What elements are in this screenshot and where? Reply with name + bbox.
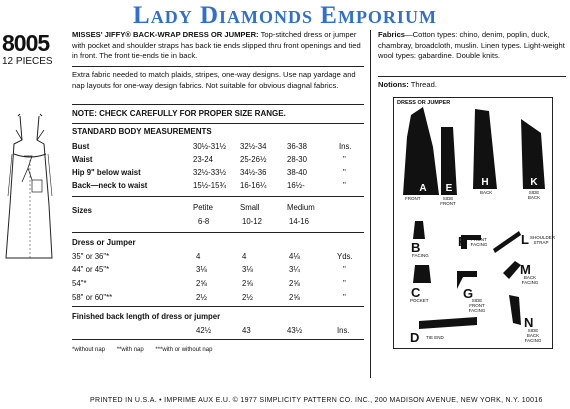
measure-value: 36-38 bbox=[287, 142, 307, 151]
piece-label: SIDE BACK FACING bbox=[524, 328, 542, 343]
column-divider bbox=[370, 30, 371, 378]
measure-value: 30½-31½ bbox=[193, 142, 226, 151]
fabric-notes: Extra fabric needed to match plaids, stripes, one-way designs. Use nap yardage and nap layouts for one-way design fabrics. Not suitable for obvious diagnal fabrics. bbox=[72, 70, 356, 90]
measure-value: 25-26½ bbox=[240, 155, 267, 164]
notions-label: Notions: bbox=[378, 80, 409, 89]
piece-label: FRONT bbox=[405, 196, 421, 201]
piece-l-shoulder-strap bbox=[493, 231, 521, 253]
footnote: *without nap **with nap ***with or without nap bbox=[72, 347, 213, 353]
size-name: Petite bbox=[193, 203, 213, 212]
piece-letter: H bbox=[481, 177, 489, 188]
measure-label: Waist bbox=[72, 155, 93, 164]
piece-label: SIDE BACK bbox=[527, 190, 541, 200]
piece-label: BACK bbox=[480, 190, 493, 195]
size-check-note: NOTE: CHECK CAREFULLY FOR PROPER SIZE RANGE. bbox=[72, 109, 286, 118]
measure-value: 15½-15¾ bbox=[193, 181, 226, 190]
notions-info bbox=[378, 80, 437, 89]
description-text: Top-stitched dress or jumper with pocket and shoulder straps has back tie ends slipped thru front openings and tied in front. The front tie-ends tie in back. bbox=[72, 30, 361, 61]
yardage-value: 4⅛ bbox=[289, 252, 300, 261]
yardage-label: 58" or 60"** bbox=[72, 293, 113, 302]
measure-value: 28-30 bbox=[287, 155, 307, 164]
divider bbox=[72, 66, 364, 67]
piece-label: POCKET bbox=[410, 298, 429, 303]
measure-unit: " bbox=[343, 155, 346, 164]
measure-label: Back—neck to waist bbox=[72, 181, 148, 190]
piece-n-side-back-facing bbox=[509, 295, 521, 325]
piece-c-pocket bbox=[413, 265, 431, 283]
piece-letter: F bbox=[458, 234, 466, 249]
piece-letter: A bbox=[419, 183, 427, 194]
measure-value: 32½-34 bbox=[240, 142, 267, 151]
yardage-value: 2⅝ bbox=[242, 279, 253, 288]
measure-label: Hip 9" below waist bbox=[72, 168, 141, 177]
fabrics-text: —Cotton types: chino, denim, poplin, duck, chambray, broadcloth, muslin. Linen types. Light-weight wool types: gabardine. Double knits. bbox=[378, 30, 565, 61]
fabrics-info bbox=[378, 30, 566, 62]
piece-label: TIE END bbox=[426, 335, 444, 340]
measure-value: 34½-36 bbox=[240, 168, 267, 177]
finished-value: 43½ bbox=[287, 326, 303, 335]
copyright-footer: PRINTED IN U.S.A. • IMPRIME AUX E.U. © 1977 SIMPLICITY PATTERN CO. INC., 200 MADISON AVENUE, NEW YORK, N.Y. 10016 bbox=[90, 397, 543, 404]
piece-a-front bbox=[403, 107, 439, 195]
piece-label: BACK FACING bbox=[521, 275, 539, 285]
divider bbox=[72, 196, 364, 197]
yardage-value: 2⅝ bbox=[196, 279, 207, 288]
store-banner: Lady Diamonds Emporium bbox=[133, 2, 437, 29]
size-range: 6-8 bbox=[198, 217, 210, 226]
sizes-label: Sizes bbox=[72, 206, 92, 215]
piece-letter: C bbox=[411, 285, 421, 300]
yardage-value: 2½ bbox=[242, 293, 253, 302]
diagram-title: DRESS OR JUMPER bbox=[397, 100, 451, 106]
yardage-unit: " bbox=[343, 293, 346, 302]
piece-label: SIDE FRONT bbox=[440, 196, 456, 206]
description-title: MISSES' JIFFY® BACK-WRAP DRESS OR JUMPER: bbox=[72, 30, 259, 39]
divider bbox=[72, 123, 364, 124]
piece-letter: B bbox=[411, 240, 421, 255]
measurements-heading: STANDARD BODY MEASUREMENTS bbox=[72, 127, 212, 136]
measure-value: 38-40 bbox=[287, 168, 307, 177]
piece-label: FACING bbox=[412, 253, 429, 258]
yardage-heading: Dress or Jumper bbox=[72, 238, 136, 247]
piece-label: SIDE FRONT FACING bbox=[468, 298, 486, 313]
yardage-value: 2⅝ bbox=[289, 279, 300, 288]
yardage-value: 3⅛ bbox=[196, 265, 207, 274]
size-range: 14-16 bbox=[289, 217, 309, 226]
piece-m-back-facing bbox=[503, 261, 521, 279]
yardage-value: 2⅝ bbox=[289, 293, 300, 302]
yardage-value: 4 bbox=[242, 252, 247, 261]
measure-unit: " bbox=[343, 181, 346, 190]
size-name: Small bbox=[240, 203, 260, 212]
piece-label: SHOULDER STRAP bbox=[530, 235, 556, 245]
yardage-value: 2½ bbox=[196, 293, 207, 302]
piece-letter: E bbox=[445, 183, 453, 194]
yardage-label: 54"* bbox=[72, 279, 87, 288]
yardage-value: 3¼ bbox=[289, 265, 300, 274]
yardage-unit: " bbox=[343, 265, 346, 274]
finished-value: 43 bbox=[242, 326, 251, 335]
yardage-unit: Yds. bbox=[337, 252, 353, 261]
piece-letter: D bbox=[410, 330, 420, 345]
measure-value: 23-24 bbox=[193, 155, 213, 164]
piece-letter: K bbox=[530, 177, 538, 188]
yardage-value: 3⅛ bbox=[242, 265, 253, 274]
measure-value: 16-16¼ bbox=[240, 181, 267, 190]
measure-unit: Ins. bbox=[339, 142, 352, 151]
piece-label: FRONT FACING bbox=[470, 237, 488, 247]
yardage-label: 44" or 45"* bbox=[72, 265, 110, 274]
yardage-value: 4 bbox=[196, 252, 201, 261]
finished-length-label: Finished back length of dress or jumper bbox=[72, 312, 221, 321]
piece-b-facing bbox=[413, 221, 425, 239]
pattern-number: 8005 bbox=[2, 30, 50, 56]
description bbox=[72, 30, 364, 62]
divider bbox=[72, 306, 364, 307]
piece-letter: N bbox=[524, 315, 534, 330]
size-range: 10-12 bbox=[242, 217, 262, 226]
finished-value: 42½ bbox=[196, 326, 212, 335]
divider bbox=[72, 232, 364, 233]
dress-illustration bbox=[2, 110, 58, 260]
measure-unit: " bbox=[343, 168, 346, 177]
piece-letter: L bbox=[521, 232, 529, 247]
notions-text: Thread. bbox=[410, 80, 437, 89]
measure-value: 16½- bbox=[287, 181, 305, 190]
measure-value: 32½-33½ bbox=[193, 168, 226, 177]
divider bbox=[72, 339, 364, 340]
piece-d-tie-end bbox=[419, 317, 477, 329]
piece-letter: M bbox=[520, 262, 531, 277]
divider bbox=[378, 76, 566, 77]
measure-label: Bust bbox=[72, 142, 90, 151]
pattern-pieces: 12 PIECES bbox=[2, 56, 53, 67]
yardage-label: 35" or 36"* bbox=[72, 252, 110, 261]
piece-letter: G bbox=[463, 286, 474, 301]
yardage-unit: " bbox=[343, 279, 346, 288]
size-name: Medium bbox=[287, 203, 315, 212]
fabrics-label: Fabrics bbox=[378, 30, 406, 39]
finished-unit: Ins. bbox=[337, 326, 350, 335]
divider bbox=[72, 104, 364, 105]
